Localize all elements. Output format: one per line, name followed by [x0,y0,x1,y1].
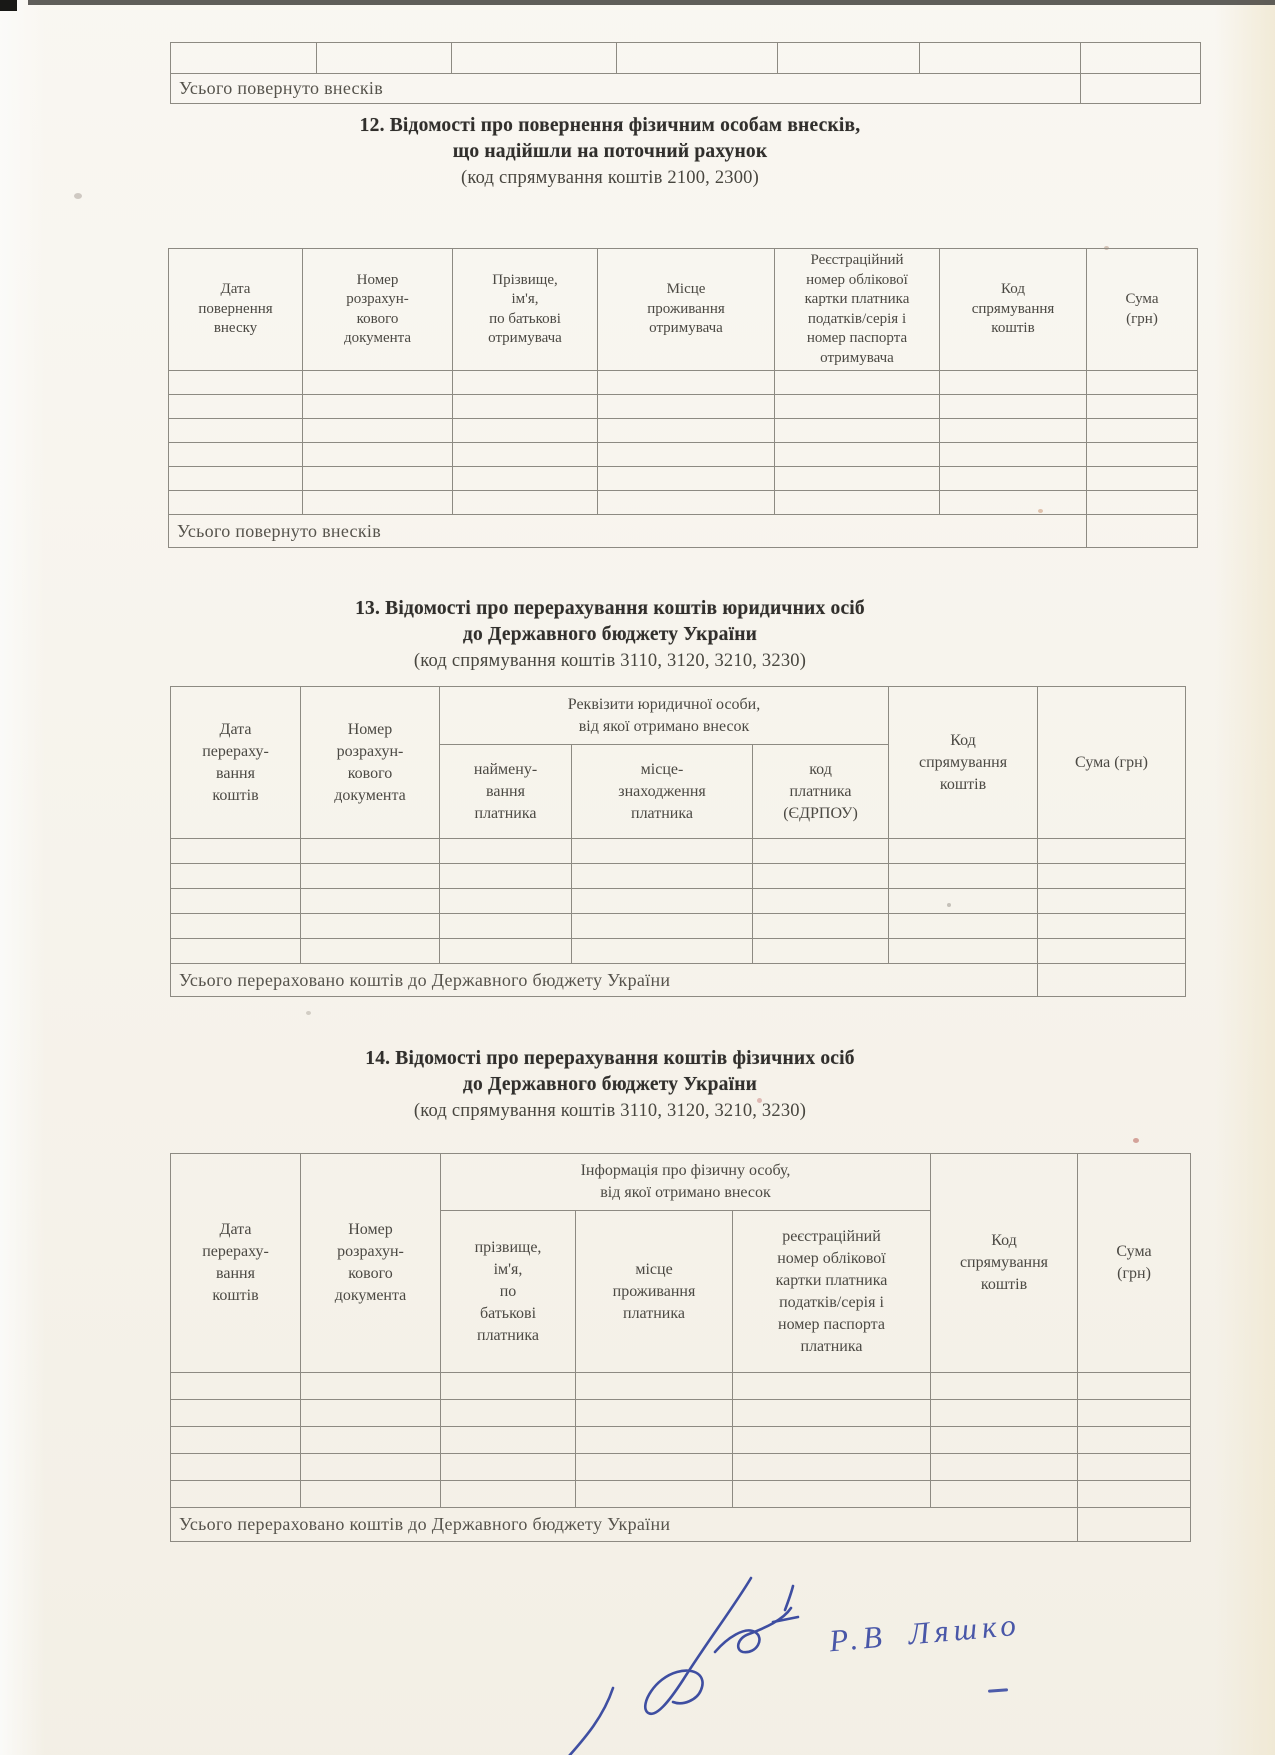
empty-cell [576,1427,733,1454]
table-body [171,1373,1191,1508]
empty-cell [1081,43,1201,74]
empty-cell [1087,443,1198,467]
empty-row [171,864,1186,889]
empty-cell [753,939,889,964]
empty-cell [169,467,303,491]
empty-cell [576,1400,733,1427]
column-header-payer-location: місце- знаходження платника [572,745,753,839]
empty-cell [931,1454,1078,1481]
empty-cell [598,491,775,515]
empty-cell [753,864,889,889]
column-header-date: Дата перераху- вання коштів [171,1154,301,1373]
empty-row [171,1427,1191,1454]
empty-cell [1078,1400,1191,1427]
empty-cell [440,914,572,939]
scan-speck [74,193,82,199]
scan-speck [306,1011,311,1015]
empty-cell [301,864,440,889]
total-row [171,74,1201,104]
empty-cell [453,419,598,443]
empty-cell [453,395,598,419]
scan-corner-artifact [0,0,17,11]
empty-cell [1078,1481,1191,1508]
empty-cell [441,1400,576,1427]
table-body [171,43,1201,74]
empty-cell [598,419,775,443]
empty-cell [940,371,1087,395]
empty-cell [440,889,572,914]
empty-cell [453,443,598,467]
empty-cell [576,1481,733,1508]
total-sum-cell [1087,515,1198,548]
empty-cell [753,839,889,864]
heading-line: до Державного бюджету України [462,624,758,645]
empty-row [169,419,1198,443]
total-label-cell: Усього повернуто внесків [169,515,1087,548]
empty-cell [1078,1427,1191,1454]
column-header-tax-number: Реєстраційний номер облікової картки платника податків/серія і номер паспорта отримувача [775,249,940,371]
empty-cell [598,371,775,395]
empty-cell [1038,839,1186,864]
empty-cell [303,467,453,491]
empty-cell [889,864,1038,889]
empty-cell [617,43,778,74]
column-header-funds-code: Код спрямування коштів [931,1154,1078,1373]
scan-speck [1133,1138,1139,1143]
column-header-funds-code: Код спрямування коштів [889,687,1038,839]
empty-cell [301,914,440,939]
empty-cell [572,914,753,939]
header-row [171,1154,1191,1211]
empty-cell [1038,889,1186,914]
column-header-recipient-name: Прізвище, ім'я, по батькові отримувача [453,249,598,371]
group-header-legal-entity: Реквізити юридичної особи, від якої отримано внесок [440,687,889,745]
empty-row [171,1400,1191,1427]
empty-cell [171,1481,301,1508]
section-12-heading [30,113,1190,191]
empty-cell [572,939,753,964]
empty-cell [775,419,940,443]
empty-cell [301,1481,441,1508]
empty-cell [171,1427,301,1454]
section-14-heading [30,1046,1190,1124]
empty-cell [889,939,1038,964]
empty-cell [889,839,1038,864]
empty-row [171,889,1186,914]
empty-cell [1087,371,1198,395]
empty-cell [931,1373,1078,1400]
column-header-payer-tax-number: реєстраційний номер облікової картки платника податків/серія і номер паспорта платника [733,1211,931,1373]
empty-cell [303,371,453,395]
empty-cell [931,1400,1078,1427]
total-row [171,1508,1191,1542]
group-header-individual: Інформація про фізичну особу, від якої отримано внесок [441,1154,931,1211]
empty-row [171,914,1186,939]
empty-cell [733,1481,931,1508]
scan-edge-artifact [28,0,1275,5]
empty-cell [171,43,317,74]
empty-cell [1087,419,1198,443]
empty-cell [441,1427,576,1454]
empty-cell [171,1400,301,1427]
empty-cell [303,443,453,467]
empty-cell [775,467,940,491]
empty-cell [171,1454,301,1481]
empty-row [169,443,1198,467]
signature-underline [988,1688,1008,1692]
empty-cell [301,1400,441,1427]
empty-cell [301,1373,441,1400]
empty-cell [1078,1373,1191,1400]
empty-cell [441,1454,576,1481]
empty-cell [452,43,617,74]
empty-row [171,43,1201,74]
empty-cell [940,491,1087,515]
column-header-sum: Сума (грн) [1078,1154,1191,1373]
heading-line: до Державного бюджету України [462,1074,758,1095]
section-13-heading [30,596,1190,674]
column-header-sum: Сума (грн) [1038,687,1186,839]
empty-cell [931,1427,1078,1454]
empty-cell [169,419,303,443]
empty-cell [453,491,598,515]
empty-cell [576,1373,733,1400]
empty-cell [171,939,301,964]
empty-cell [733,1400,931,1427]
empty-cell [931,1481,1078,1508]
column-header-date: Дата повернення внеску [169,249,303,371]
empty-cell [169,491,303,515]
total-sum-cell [1038,964,1186,997]
empty-cell [301,839,440,864]
empty-cell [775,371,940,395]
empty-row [169,491,1198,515]
empty-cell [940,395,1087,419]
empty-cell [753,889,889,914]
heading-line: 14. Відомості про перерахування коштів фізичних осіб [365,1048,855,1069]
total-label-cell: Усього перераховано коштів до Державного бюджету України [171,964,1038,997]
empty-cell [775,395,940,419]
empty-cell [1087,491,1198,515]
empty-cell [171,914,301,939]
table-transfers-individuals [170,1153,1191,1542]
empty-cell [303,419,453,443]
empty-cell [940,467,1087,491]
empty-cell [171,1373,301,1400]
handwritten-name: Р.В Ляшко [827,1606,1023,1659]
header-row [169,249,1198,371]
empty-cell [440,839,572,864]
empty-cell [171,864,301,889]
empty-cell [775,443,940,467]
total-label-cell: Усього повернуто внесків [171,74,1081,104]
heading-line: 13. Відомості про перерахування коштів юридичних осіб [355,598,865,619]
table-previous-section-tail [170,42,1201,104]
empty-cell [733,1373,931,1400]
table-returns-to-individuals [168,248,1198,548]
table-body [171,839,1186,964]
table-body [169,371,1198,515]
total-sum-cell [1081,74,1201,104]
empty-row [169,371,1198,395]
empty-cell [572,864,753,889]
empty-row [171,1373,1191,1400]
column-header-doc-number: Номер розрахун- кового документа [301,1154,441,1373]
column-header-payer-fullname: прізвище, ім'я, по батькові платника [441,1211,576,1373]
empty-cell [301,1427,441,1454]
empty-row [171,1454,1191,1481]
column-header-residence: Місце проживання отримувача [598,249,775,371]
empty-row [171,1481,1191,1508]
empty-cell [303,395,453,419]
empty-cell [440,864,572,889]
empty-cell [441,1481,576,1508]
empty-cell [940,419,1087,443]
empty-cell [169,371,303,395]
column-header-payer-code: код платника (ЄДРПОУ) [753,745,889,839]
empty-cell [733,1454,931,1481]
empty-cell [1038,939,1186,964]
empty-cell [303,491,453,515]
total-label-cell: Усього перераховано коштів до Державного бюджету України [171,1508,1078,1542]
header-row [171,687,1186,745]
empty-cell [169,395,303,419]
empty-cell [1087,467,1198,491]
empty-cell [301,889,440,914]
empty-cell [598,395,775,419]
empty-cell [171,889,301,914]
column-header-payer-name: наймену- вання платника [440,745,572,839]
empty-cell [733,1427,931,1454]
empty-cell [775,491,940,515]
empty-row [169,467,1198,491]
empty-cell [1038,864,1186,889]
table-transfers-legal-entities [170,686,1186,997]
empty-cell [572,889,753,914]
empty-row [171,939,1186,964]
heading-line: що надійшли на поточний рахунок [452,141,768,162]
empty-cell [453,371,598,395]
empty-cell [169,443,303,467]
empty-cell [778,43,920,74]
column-header-sum: Сума (грн) [1087,249,1198,371]
empty-cell [171,839,301,864]
empty-cell [889,889,1038,914]
empty-cell [598,467,775,491]
total-row [171,964,1186,997]
heading-subtitle: (код спрямування коштів 3110, 3120, 3210, 3230) [413,651,807,671]
empty-cell [753,914,889,939]
empty-cell [440,939,572,964]
column-header-doc-number: Номер розрахун- кового документа [303,249,453,371]
empty-cell [1087,395,1198,419]
empty-cell [1038,914,1186,939]
empty-row [169,395,1198,419]
total-row [169,515,1198,548]
empty-cell [576,1454,733,1481]
heading-line: 12. Відомості про повернення фізичним особам внесків, [359,115,861,136]
column-header-payer-residence: місце проживання платника [576,1211,733,1373]
heading-subtitle: (код спрямування коштів 3110, 3120, 3210, 3230) [413,1101,807,1121]
signature-scribble-icon [555,1560,855,1755]
column-header-funds-code: Код спрямування коштів [940,249,1087,371]
empty-cell [441,1373,576,1400]
empty-cell [889,914,1038,939]
empty-cell [940,443,1087,467]
empty-cell [1078,1454,1191,1481]
empty-cell [920,43,1081,74]
empty-row [171,839,1186,864]
empty-cell [317,43,452,74]
column-header-doc-number: Номер розрахун- кового документа [301,687,440,839]
total-sum-cell [1078,1508,1191,1542]
empty-cell [453,467,598,491]
column-header-date: Дата перераху- вання коштів [171,687,301,839]
empty-cell [301,1454,441,1481]
empty-cell [572,839,753,864]
empty-cell [598,443,775,467]
empty-cell [301,939,440,964]
heading-subtitle: (код спрямування коштів 2100, 2300) [461,168,759,188]
